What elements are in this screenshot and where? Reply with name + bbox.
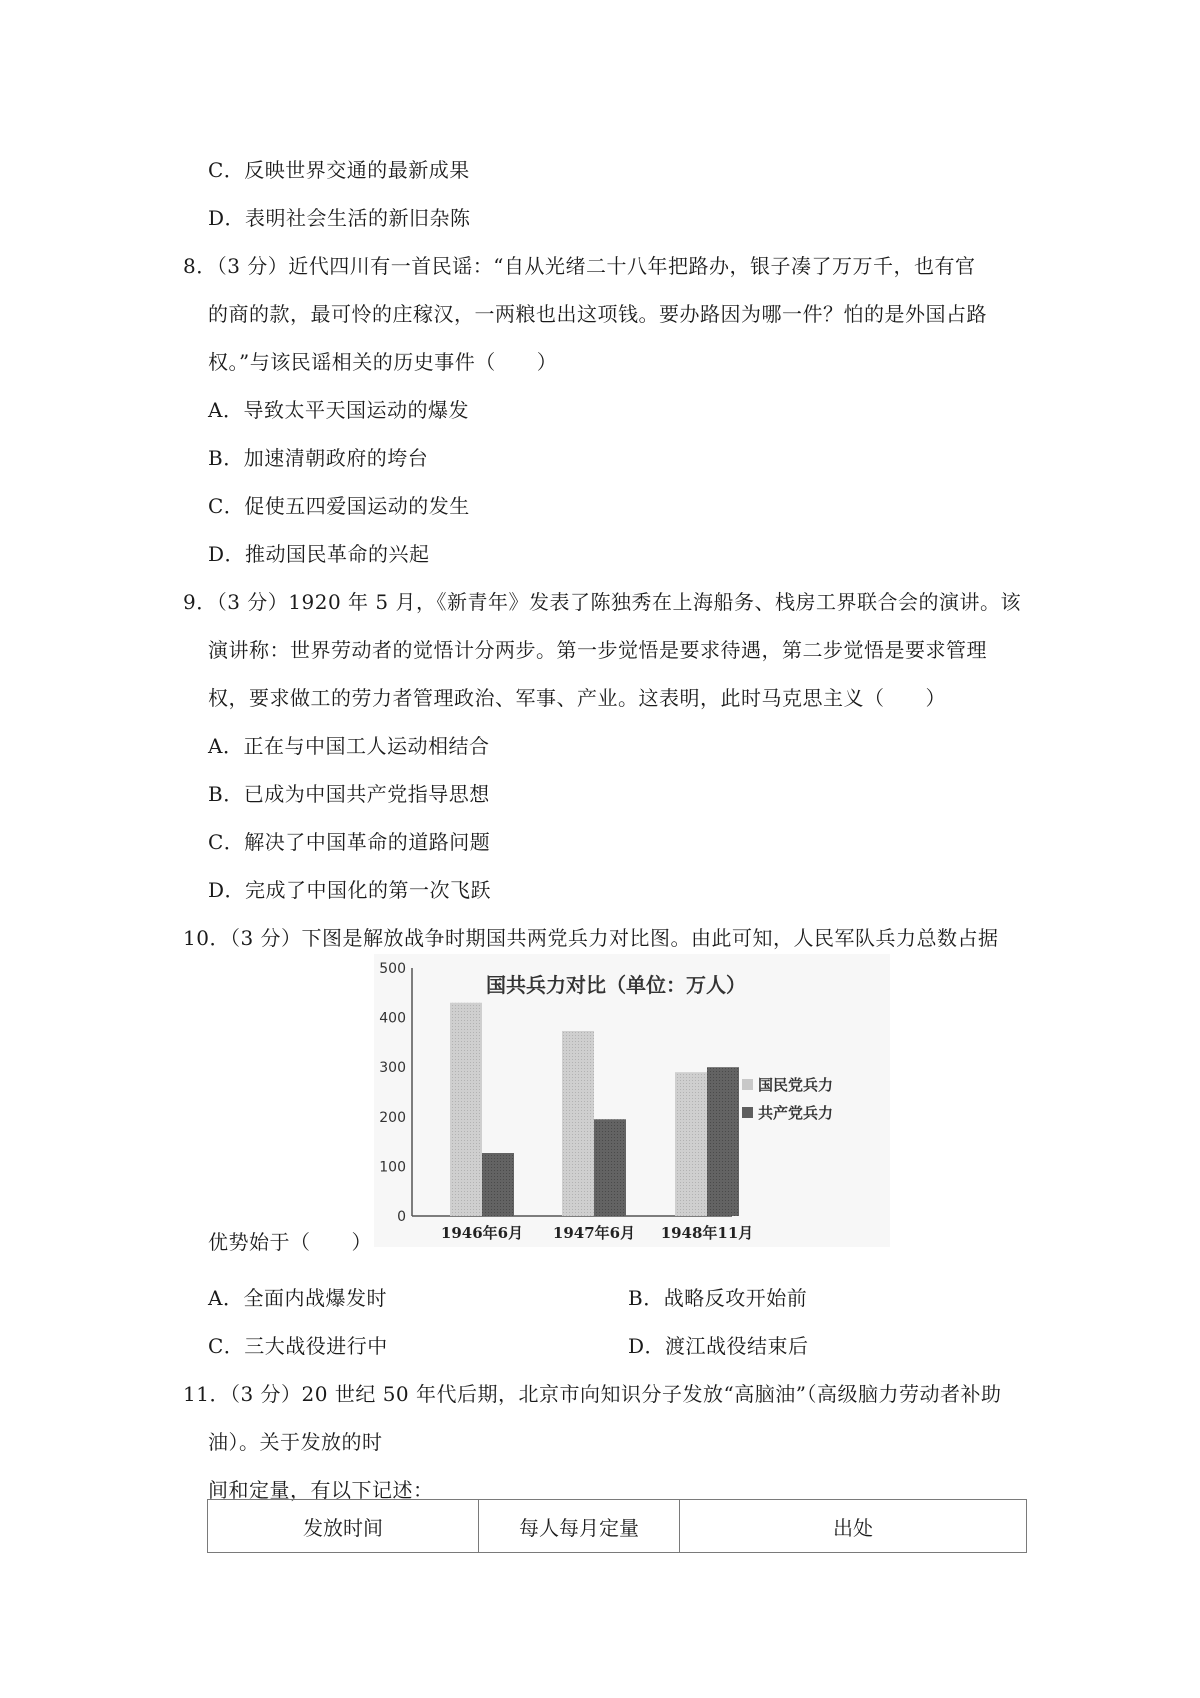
q8-stem-line3: 权。”与该民谣相关的历史事件（ ） (208, 350, 558, 374)
y-tick-label: 100 (379, 1159, 406, 1176)
q9-option-d: D．完成了中国化的第一次飞跃 (208, 878, 492, 902)
q7-option-c: C．反映世界交通的最新成果 (208, 158, 470, 182)
table-header-cell: 每人每月定量 (479, 1500, 680, 1553)
y-tick-label: 0 (397, 1209, 406, 1225)
q11-stem-line1: 11．（3 分）20 世纪 50 年代后期，北京市向知识分子发放“高脑油”（高级脑力劳动者补助 (183, 1382, 1002, 1406)
x-tick-label: 1947年6月 (552, 1224, 636, 1242)
q10-option-c: C．三大战役进行中 (208, 1334, 388, 1358)
x-tick-label: 1946年6月 (440, 1224, 524, 1242)
q11-table-header-row (208, 1500, 1027, 1553)
kmt-bar (562, 1031, 594, 1216)
table-header-cell: 发放时间 (208, 1500, 479, 1553)
q8-option-a: A．导致太平天国运动的爆发 (208, 398, 469, 422)
legend-label: 国民党兵力 (758, 1076, 834, 1094)
bar-chart-svg (374, 954, 890, 1247)
q10-option-a: A．全面内战爆发时 (208, 1286, 387, 1310)
q10-stem-line1: 10．（3 分）下图是解放战争时期国共两党兵力对比图。由此可知，人民军队兵力总数占据 (183, 926, 999, 950)
y-tick-label: 500 (379, 961, 406, 977)
table-header-cell: 出处 (680, 1500, 1027, 1553)
force-comparison-chart (374, 954, 890, 1247)
q9-stem-line3: 权，要求做工的劳力者管理政治、军事、产业。这表明，此时马克思主义（ ） (208, 686, 946, 710)
q8-option-b: B．加速清朝政府的垮台 (208, 446, 429, 470)
chart-title: 国共兵力对比（单位：万人） (486, 973, 746, 997)
kmt-bar (450, 1003, 482, 1216)
y-tick-label: 200 (379, 1109, 406, 1126)
chart-legend (742, 1076, 833, 1122)
y-tick-label: 400 (379, 1010, 406, 1027)
q10-option-d: D．渡江战役结束后 (628, 1334, 809, 1358)
cpc-bar (482, 1153, 514, 1216)
legend-label: 共产党兵力 (758, 1104, 834, 1122)
kmt-bar (675, 1072, 707, 1216)
x-axis-labels (441, 1224, 753, 1242)
x-tick-label: 1948年11月 (660, 1224, 754, 1242)
q10-option-b: B．战略反攻开始前 (628, 1286, 808, 1310)
legend-swatch (742, 1079, 753, 1090)
cpc-bar (594, 1119, 626, 1216)
q9-option-b: B．已成为中国共产党指导思想 (208, 782, 490, 806)
q8-stem-line2: 的商的款，最可怜的庄稼汉，一两粮也出这项钱。要办路因为哪一件？怕的是外国占路 (208, 302, 987, 326)
q9-option-a: A．正在与中国工人运动相结合 (208, 734, 490, 758)
q8-option-c: C．促使五四爱国运动的发生 (208, 494, 470, 518)
q9-stem-line2: 演讲称：世界劳动者的觉悟计分两步。第一步觉悟是要求待遇，第二步觉悟是要求管理 (208, 638, 987, 662)
legend-swatch (742, 1107, 753, 1118)
q8-stem-line1: 8．（3 分）近代四川有一首民谣：“自从光绪二十八年把路办，银子凑了万万千，也有官 (183, 254, 976, 278)
q11-table (207, 1499, 1027, 1553)
y-tick-label: 300 (379, 1060, 406, 1077)
q10-stem-line2: 优势始于（ ） (208, 1230, 372, 1254)
q9-option-c: C．解决了中国革命的道路问题 (208, 830, 491, 854)
q11-stem-line2: 油）。关于发放的时 (208, 1430, 383, 1454)
bars (450, 1003, 739, 1216)
q8-option-d: D．推动国民革命的兴起 (208, 542, 430, 566)
cpc-bar (707, 1067, 739, 1216)
q11-stem-line3: 间和定量，有以下记述： (208, 1478, 434, 1502)
q9-stem-line1: 9．（3 分）1920 年 5 月，《新青年》发表了陈独秀在上海船务、栈房工界联合会的演讲。该 (183, 590, 1022, 614)
q7-option-d: D．表明社会生活的新旧杂陈 (208, 206, 471, 230)
